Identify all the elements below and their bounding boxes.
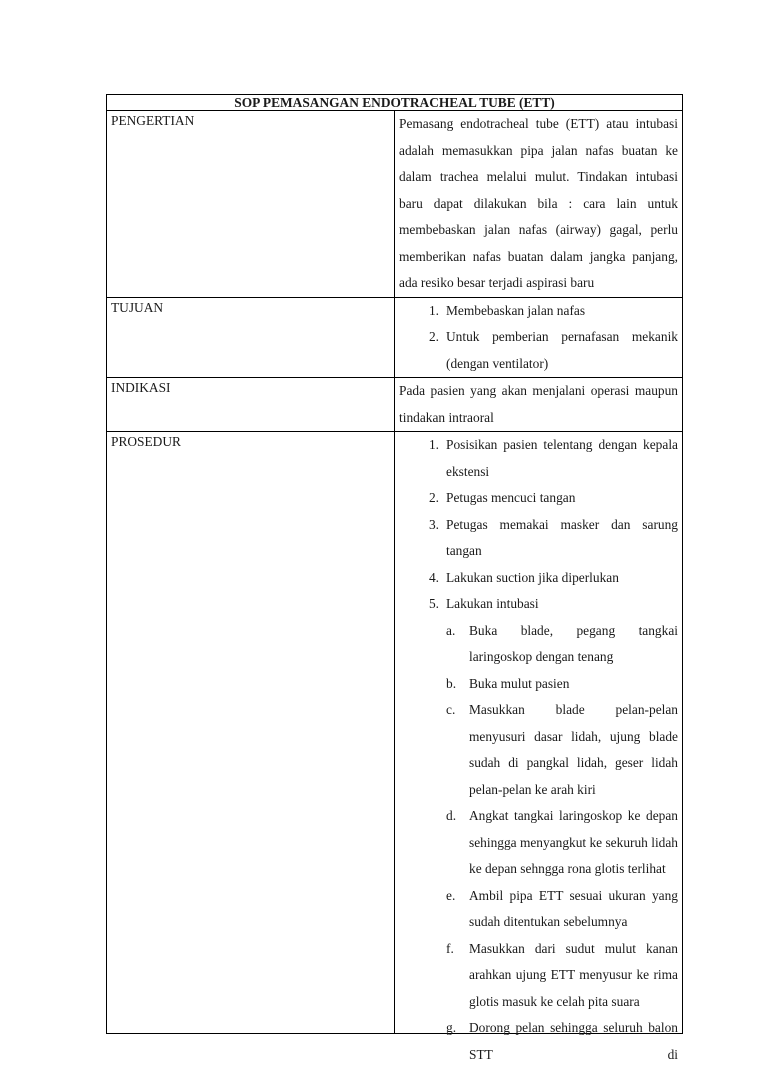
list-marker: a. — [446, 622, 456, 638]
label-prosedur: PROSEDUR — [107, 432, 395, 1034]
label-pengertian: PENGERTIAN — [107, 111, 395, 298]
content-prosedur — [395, 432, 683, 1062]
row-prosedur — [107, 432, 683, 1034]
prosedur-steps — [399, 432, 678, 618]
list-item — [399, 1015, 678, 1062]
list-marker: b. — [446, 675, 457, 691]
list-marker: 1. — [428, 437, 439, 452]
row-indikasi — [107, 378, 683, 432]
list-marker: 4. — [428, 569, 439, 585]
list-item-text: Lakukan intubasi — [446, 596, 539, 611]
list-marker: e. — [446, 887, 456, 903]
list-item — [399, 565, 678, 592]
list-marker: c. — [446, 702, 456, 717]
list-marker: 1. — [428, 302, 439, 318]
title-row — [107, 95, 683, 111]
row-pengertian — [107, 111, 683, 298]
tujuan-list — [399, 298, 678, 378]
list-item — [399, 936, 678, 1016]
list-marker: 2. — [428, 490, 439, 505]
sop-table — [106, 94, 683, 1062]
list-item — [399, 671, 678, 698]
list-item-text: Buka mulut pasien — [469, 675, 570, 691]
list-item — [399, 432, 678, 485]
list-item — [399, 512, 678, 565]
list-marker: g. — [446, 1020, 457, 1035]
list-item-text: Petugas mencuci tangan — [446, 490, 576, 505]
list-item-text: Membebaskan jalan nafas — [446, 302, 586, 318]
list-item-text: Dorong pelan sehingga seluruh balon STT di — [469, 1020, 678, 1062]
list-marker: 5. — [428, 596, 439, 611]
list-item-text: Petugas memakai masker dan sarung tangan — [446, 516, 678, 558]
list-item — [399, 883, 678, 936]
content-pengertian — [395, 111, 683, 298]
label-indikasi: INDIKASI — [107, 378, 395, 432]
list-item — [399, 591, 678, 618]
list-item — [399, 324, 678, 377]
list-marker: 3. — [428, 516, 439, 532]
list-item — [399, 803, 678, 883]
list-item-text: Untuk pemberian pernafasan mekanik (dengan ventilator) — [446, 329, 678, 371]
prosedur-substeps — [399, 618, 678, 1062]
list-item — [399, 298, 678, 325]
list-item — [399, 697, 678, 803]
list-item-text: Angkat tangkai laringoskop ke depan sehingga menyangkut ke sekuruh lidah ke depan sehngga rona glotis terlihat — [469, 808, 678, 876]
pengertian-text: Pemasang endotracheal tube (ETT) atau intubasi adalah memasukkan pipa jalan nafas buatan ke dalam trachea melalui mulut. Tindakan intubasi baru dapat dilakukan bila : cara lain untuk membebaskan jalan nafas (airway) gagal, perlu memberikan nafas buatan dalam jangka panjang, ada resiko besar terjadi aspirasi baru — [399, 116, 678, 290]
list-item-text: Masukkan dari sudut mulut kanan arahkan ujung ETT menyusur ke rima glotis masuk ke celah pita suara — [469, 940, 678, 1009]
list-marker: 2. — [428, 329, 439, 344]
list-item — [399, 618, 678, 671]
list-item-text: Posisikan pasien telentang dengan kepala ekstensi — [446, 437, 678, 479]
indikasi-text: Pada pasien yang akan menjalani operasi maupun tindakan intraoral — [399, 383, 678, 425]
list-marker: f. — [446, 940, 454, 956]
list-item-text: Lakukan suction jika diperlukan — [446, 569, 619, 585]
list-item-text: Ambil pipa ETT sesuai ukuran yang sudah ditentukan sebelumnya — [469, 887, 678, 929]
content-indikasi — [395, 378, 683, 432]
label-tujuan: TUJUAN — [107, 297, 395, 378]
list-item-text: Masukkan blade pelan-pelan menyusuri dasar lidah, ujung blade sudah di pangkal lidah, geser lidah pelan-pelan ke arah kiri — [469, 702, 678, 797]
table-title: SOP PEMASANGAN ENDOTRACHEAL TUBE (ETT) — [107, 95, 683, 111]
list-item — [399, 485, 678, 512]
content-tujuan — [395, 297, 683, 378]
list-item-text: Buka blade, pegang tangkai laringoskop dengan tenang — [469, 622, 678, 664]
row-tujuan — [107, 297, 683, 378]
list-marker: d. — [446, 808, 457, 823]
